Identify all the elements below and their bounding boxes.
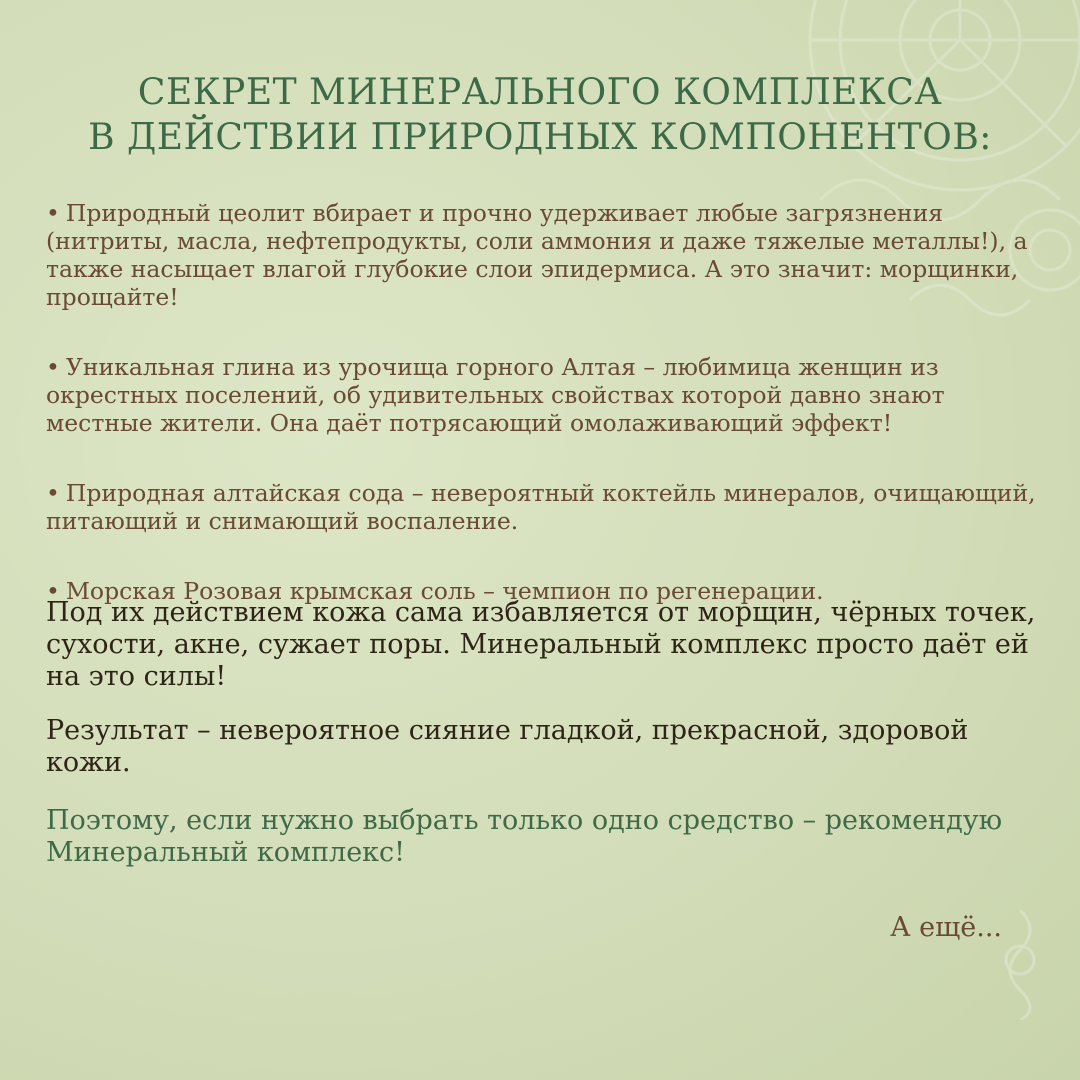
ingredient-text: Морская Розовая крымская соль – чемпион по регенерации.	[65, 577, 824, 605]
closing-teaser: А ещё...	[890, 912, 1002, 943]
bullet-marker: •	[46, 479, 60, 507]
bullet-marker: •	[46, 199, 60, 227]
bullet-marker: •	[46, 577, 60, 605]
ingredient-item-zeolite	[46, 199, 1056, 311]
title-line-1: СЕКРЕТ МИНЕРАЛЬНОГО КОМПЛЕКСА	[137, 72, 943, 113]
ingredient-item-clay	[46, 353, 1056, 437]
ingredient-text: Уникальная глина из урочища горного Алтая – любимица женщин из окрестных поселений, об удивительных свойствах которой давно знают местные жители. Она даёт потрясающий омолаживающий эффект!	[46, 353, 945, 437]
page-title	[0, 70, 1080, 160]
ingredient-item-soda	[46, 479, 1056, 535]
result-paragraph: Результат – невероятное сияние гладкой, прекрасной, здоровой кожи.	[46, 715, 969, 778]
bullet-marker: •	[46, 353, 60, 381]
title-line-2: В ДЕЙСТВИИ ПРИРОДНЫХ КОМПОНЕНТОВ:	[88, 117, 992, 158]
recommendation-paragraph: Поэтому, если нужно выбрать только одно средство – рекомендую Минеральный комплекс!	[46, 805, 1003, 868]
ingredient-text: Природный цеолит вбирает и прочно удерживает любые загрязнения (нитриты, масла, нефтепродукты, соли аммония и даже тяжелые металлы!), а также насыщает влагой глубокие слои эпидермиса. А это значит: морщинки, прощайте!	[46, 199, 1028, 311]
effect-paragraph: Под их действием кожа сама избавляется от морщин, чёрных точек, сухости, акне, сужает поры. Минеральный комплекс просто даёт ей на это силы!	[46, 597, 1036, 692]
ingredient-text: Природная алтайская сода – невероятный коктейль минералов, очищающий, питающий и снимающий воспаление.	[46, 479, 1036, 535]
ingredient-list	[46, 199, 1056, 647]
